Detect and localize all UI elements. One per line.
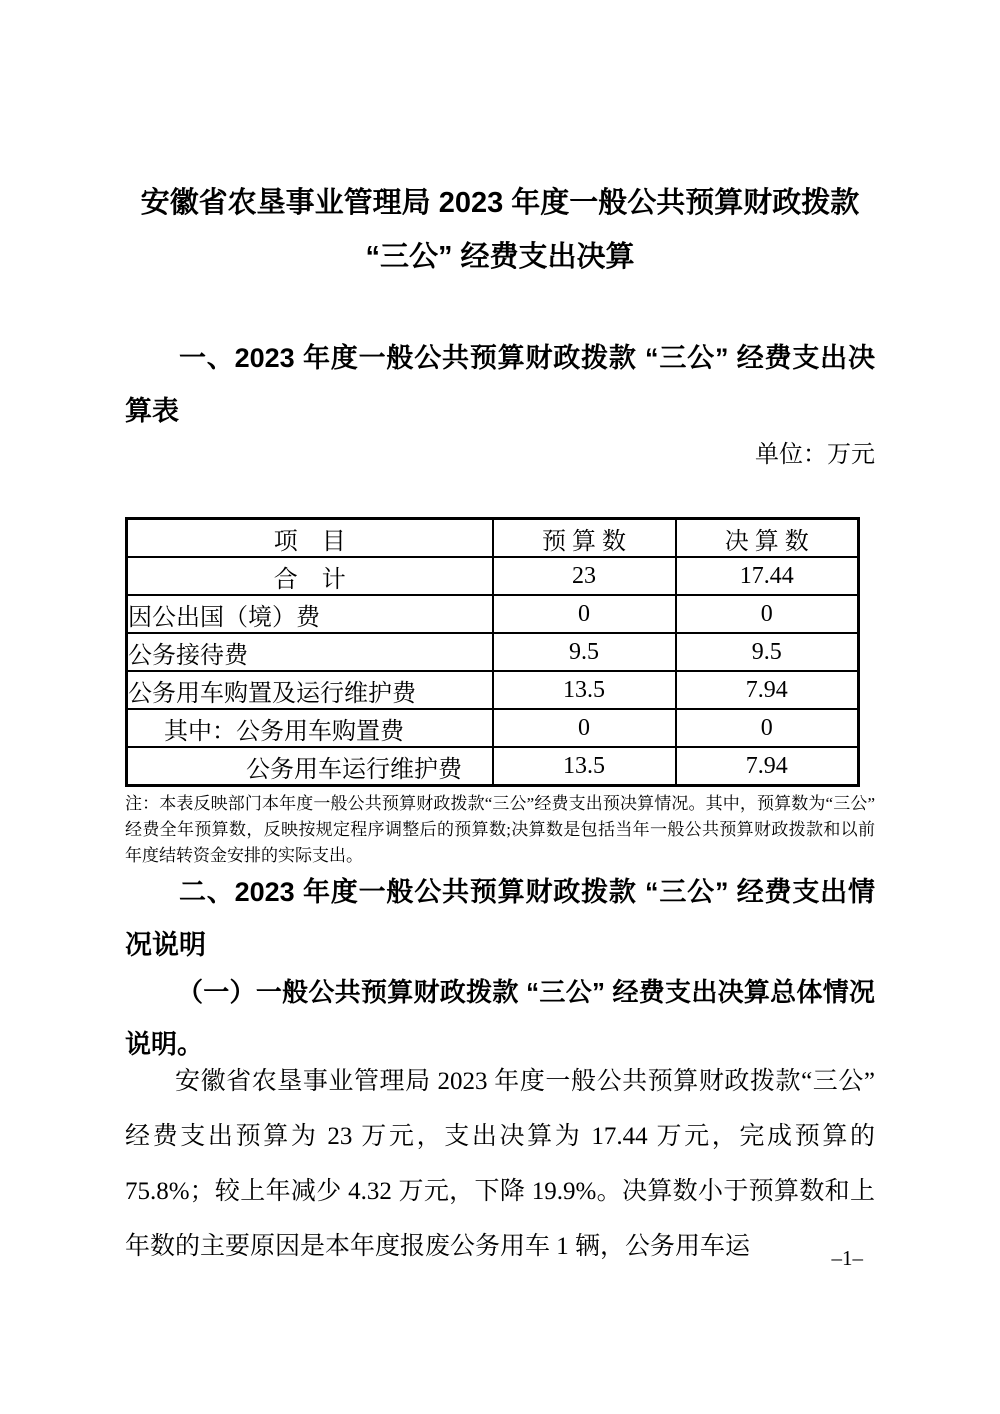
section1-heading: 一、2023 年度一般公共预算财政拨款 “三公” 经费支出决算表 <box>125 343 875 426</box>
unit-label: 单位：万元 <box>755 442 875 468</box>
cell-budget: 0 <box>493 595 676 633</box>
cell-item: 合 计 <box>127 557 493 595</box>
cell-budget: 13.5 <box>493 671 676 709</box>
cell-item: 其中：公务用车购置费 <box>127 709 493 747</box>
section2-sub1-heading: （一）一般公共预算财政拨款 “三公” 经费支出决算总体情况说明。 <box>125 977 875 1059</box>
table-row <box>127 595 859 633</box>
cell-final: 0 <box>676 709 859 747</box>
cell-item: 公务接待费 <box>127 633 493 671</box>
cell-item: 公务用车购置及运行维护费 <box>127 671 493 709</box>
title-line-1: 安徽省农垦事业管理局 2023 年度一般公共预算财政拨款 <box>140 187 860 219</box>
cell-budget: 23 <box>493 557 676 595</box>
cell-final: 9.5 <box>676 633 859 671</box>
table-row <box>127 747 859 786</box>
header-budget: 预 算 数 <box>493 519 676 558</box>
table-row <box>127 671 859 709</box>
cell-final: 17.44 <box>676 557 859 595</box>
table-row <box>127 709 859 747</box>
header-final: 决 算 数 <box>676 519 859 558</box>
cell-budget: 13.5 <box>493 747 676 786</box>
header-item: 项 目 <box>127 519 493 558</box>
cell-budget: 0 <box>493 709 676 747</box>
page-number: –1– <box>831 1246 863 1270</box>
cell-final: 0 <box>676 595 859 633</box>
section2-heading: 二、2023 年度一般公共预算财政拨款 “三公” 经费支出情况说明 <box>125 877 875 960</box>
table-note: 注：本表反映部门本年度一般公共预算财政拨款“三公”经费支出预决算情况。其中，预算数为“三公”经费全年预算数，反映按规定程序调整后的预算数;决算数是包括当年一般公共预算财政拨款和以前年度结转资金安排的实际支出。 <box>125 794 875 865</box>
cell-final: 7.94 <box>676 747 859 786</box>
three-public-funds-table <box>125 517 860 787</box>
cell-item: 因公出国（境）费 <box>127 595 493 633</box>
table-row <box>127 557 859 595</box>
cell-final: 7.94 <box>676 671 859 709</box>
table-row <box>127 633 859 671</box>
document-title <box>125 0 875 284</box>
table-header-row <box>127 519 859 558</box>
title-line-2: “三公” 经费支出决算 <box>365 241 635 273</box>
body-paragraph-1: 安徽省农垦事业管理局 2023 年度一般公共预算财政拨款“三公”经费支出预算为 23 万元，支出决算为 17.44 万元，完成预算的 75.8%；较上年减少 4.32 万元，下降 19.9%。决算数小于预算数和上年数的主要原因是本年度报废公务用车 1 辆，公务用车运 <box>125 1068 875 1260</box>
cell-budget: 9.5 <box>493 633 676 671</box>
cell-item: 公务用车运行维护费 <box>127 747 493 786</box>
